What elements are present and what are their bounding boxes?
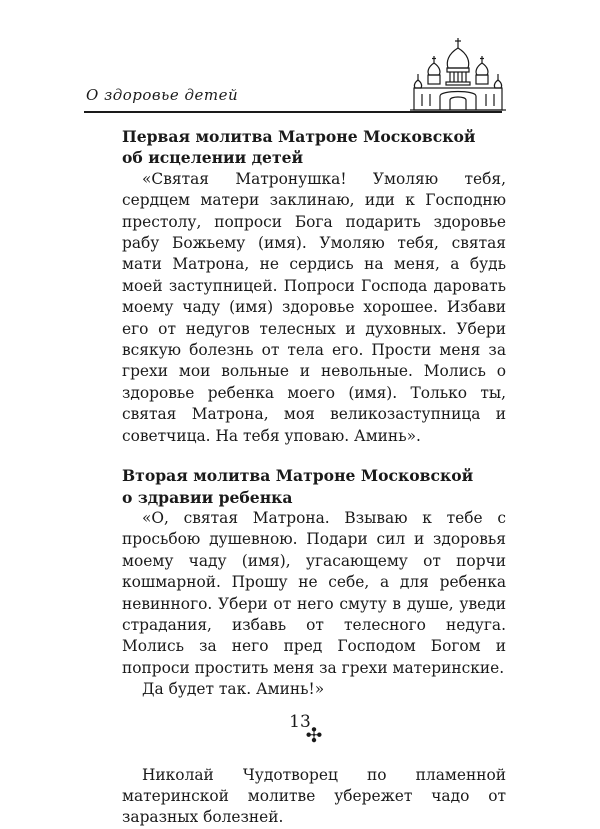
running-title: О здоровье детей [86, 86, 239, 104]
section1-heading-line2: об исцелении детей [122, 148, 304, 168]
section2-prayer-text: «О, святая Матрона. Взываю к тебе с просьбою душевною. Подари сил и здоровья моему чаду (имя), угасающему от порчи кошмарной. Прошу не себе, а для ребенка невинного. Убери от него смуту в душе, уведи страдания, избавь от телесного недуга. Молись за него пред Господом Богом и попроси простить меня за грехи материнские. [122, 508, 506, 677]
spacer [122, 447, 506, 465]
section2-prayer-closing: Да будет так. Аминь!» [142, 680, 325, 699]
closing-note: Николай Чудотворец по пламенной материнской молитве убережет чадо от заразных болезней. [122, 765, 506, 827]
section1-heading [122, 126, 506, 169]
section1-prayer-text: «Святая Матронушка! Умоляю тебя, сердцем матери заклинаю, иди к Господню престолу, попроси Бога подарить здоровье рабу Божьему (имя). Умоляю тебя, святая мати Матрона, не сердись на меня, а будь моей заступницей. Попроси Господа даровать моему чаду (имя) здоровье хорошее. Избави его от недугов телесных и духовных. Убери всякую болезнь от тела его. Прости меня за грехи мои вольные и невольные. Молись о здоровье ребенка моего (имя). Только ты, святая Матрона, моя великозаступница и советчица. На тебя уповаю. Аминь». [122, 169, 506, 445]
section1-heading-line1: Первая молитва Матроне Московской [122, 127, 476, 146]
section2-heading [122, 465, 506, 508]
page-number: 13 [289, 712, 311, 732]
cathedral-icon [410, 36, 506, 114]
section2-heading-line1: Вторая молитва Матроне Московской [122, 466, 474, 486]
cross-ornament-icon: ✣ [305, 722, 323, 747]
section2-heading-line2: о здравии ребенка [122, 487, 293, 507]
